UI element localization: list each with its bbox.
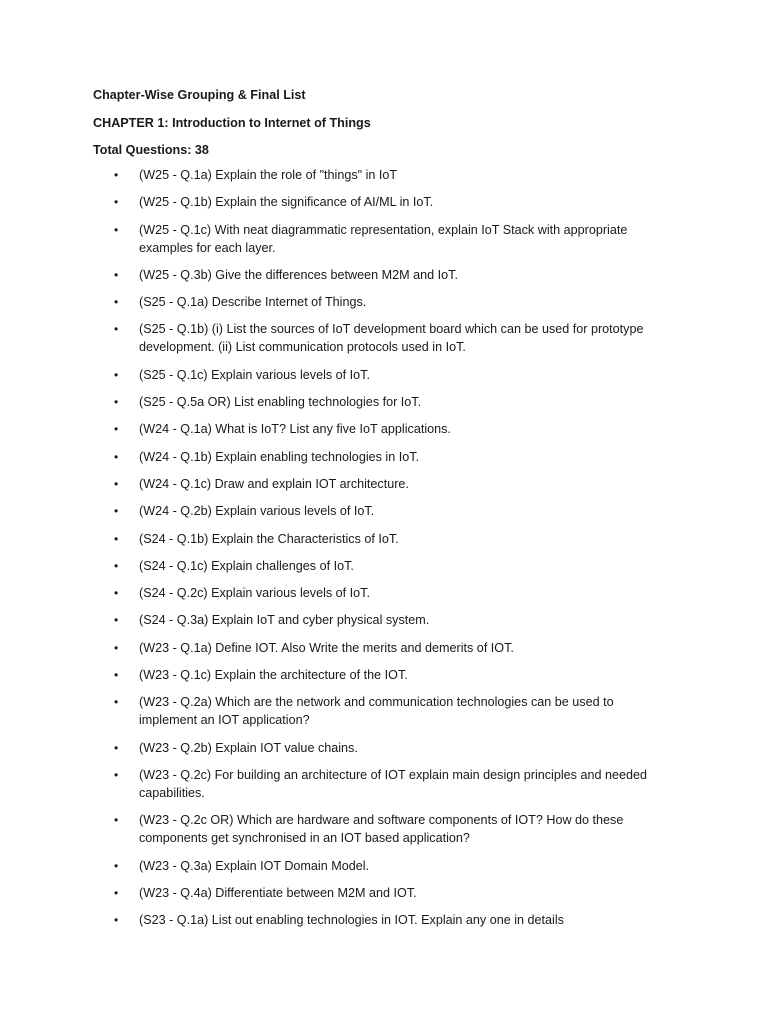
list-item bbox=[93, 766, 673, 802]
question-text: (W23 - Q.3a) Explain IOT Domain Model. bbox=[139, 858, 370, 873]
question-text: (S25 - Q.1a) Describe Internet of Things. bbox=[139, 295, 367, 310]
question-text: (S25 - Q.1b) (i) List the sources of IoT development board which can be used for prototype development. (ii) List communication protocols used in IoT. bbox=[139, 322, 644, 355]
bullet-icon: • bbox=[114, 695, 119, 710]
question-text: (W23 - Q.1c) Explain the architecture of the IOT. bbox=[139, 668, 408, 683]
question-text: (W25 - Q.3b) Give the differences between M2M and IoT. bbox=[139, 267, 458, 282]
bullet-icon: • bbox=[114, 168, 119, 182]
bullet-icon: • bbox=[114, 613, 119, 628]
list-item bbox=[93, 739, 673, 757]
list-item bbox=[93, 193, 673, 211]
total-questions: Total Questions: 38 bbox=[93, 143, 209, 157]
list-item bbox=[93, 530, 673, 548]
question-text: (S24 - Q.1b) Explain the Characteristics of IoT. bbox=[139, 531, 399, 546]
list-item bbox=[93, 366, 673, 384]
document-title: Chapter-Wise Grouping & Final List bbox=[93, 88, 306, 102]
question-text: (S24 - Q.2c) Explain various levels of IoT. bbox=[139, 586, 370, 601]
question-text: (S24 - Q.3a) Explain IoT and cyber physical system. bbox=[139, 613, 430, 628]
question-text: (W23 - Q.2c OR) Which are hardware and software components of IOT? How do these components get synchronised in an IOT based application? bbox=[139, 813, 624, 846]
question-text: (W23 - Q.2a) Which are the network and communication technologies can be used to implement an IOT application? bbox=[139, 695, 614, 728]
list-item bbox=[93, 584, 673, 602]
bullet-icon: • bbox=[114, 295, 119, 310]
bullet-icon: • bbox=[114, 586, 119, 601]
bullet-icon: • bbox=[114, 885, 119, 900]
question-text: (W23 - Q.2b) Explain IOT value chains. bbox=[139, 740, 358, 755]
list-item bbox=[93, 320, 673, 356]
list-item bbox=[93, 166, 673, 184]
question-text: (S23 - Q.1a) List out enabling technologies in IOT. Explain any one in details bbox=[139, 913, 564, 928]
question-text: (S25 - Q.1c) Explain various levels of IoT. bbox=[139, 367, 370, 382]
list-item bbox=[93, 557, 673, 575]
list-item bbox=[93, 857, 673, 875]
document-content bbox=[93, 86, 673, 938]
list-item bbox=[93, 420, 673, 438]
list-item bbox=[93, 611, 673, 629]
question-text: (W24 - Q.1c) Draw and explain IOT architecture. bbox=[139, 476, 409, 491]
question-text: (S24 - Q.1c) Explain challenges of IoT. bbox=[139, 558, 354, 573]
bullet-icon: • bbox=[114, 322, 119, 337]
question-text: (W24 - Q.1a) What is IoT? List any five IoT applications. bbox=[139, 422, 451, 437]
bullet-icon: • bbox=[114, 558, 119, 573]
question-text: (W24 - Q.2b) Explain various levels of IoT. bbox=[139, 504, 375, 519]
list-item bbox=[93, 448, 673, 466]
list-item bbox=[93, 221, 673, 257]
bullet-icon: • bbox=[114, 640, 119, 655]
question-list bbox=[93, 166, 673, 929]
list-item bbox=[93, 475, 673, 493]
question-text: (W23 - Q.4a) Differentiate between M2M and IOT. bbox=[139, 885, 417, 900]
bullet-icon: • bbox=[114, 767, 119, 782]
list-item bbox=[93, 884, 673, 902]
bullet-icon: • bbox=[114, 395, 119, 410]
list-item bbox=[93, 293, 673, 311]
bullet-icon: • bbox=[114, 913, 119, 928]
bullet-icon: • bbox=[114, 422, 119, 437]
bullet-icon: • bbox=[114, 222, 119, 237]
list-item bbox=[93, 639, 673, 657]
question-text: (S25 - Q.5a OR) List enabling technologies for IoT. bbox=[139, 395, 422, 410]
list-item bbox=[93, 666, 673, 684]
question-text: (W25 - Q.1b) Explain the significance of AI/ML in IoT. bbox=[139, 195, 434, 210]
bullet-icon: • bbox=[114, 813, 119, 828]
bullet-icon: • bbox=[114, 504, 119, 519]
list-item bbox=[93, 693, 673, 729]
question-text: (W25 - Q.1c) With neat diagrammatic representation, explain IoT Stack with appropriate examples for each layer. bbox=[139, 222, 628, 255]
list-item bbox=[93, 811, 673, 847]
question-text: (W23 - Q.1a) Define IOT. Also Write the merits and demerits of IOT. bbox=[139, 640, 514, 655]
list-item bbox=[93, 266, 673, 284]
bullet-icon: • bbox=[114, 267, 119, 282]
bullet-icon: • bbox=[114, 668, 119, 683]
chapter-heading: CHAPTER 1: Introduction to Internet of Things bbox=[93, 115, 371, 130]
question-text: (W25 - Q.1a) Explain the role of "things" in IoT bbox=[139, 168, 398, 182]
bullet-icon: • bbox=[114, 531, 119, 546]
list-item bbox=[93, 911, 673, 929]
bullet-icon: • bbox=[114, 449, 119, 464]
list-item bbox=[93, 393, 673, 411]
question-text: (W23 - Q.2c) For building an architecture of IOT explain main design principles and needed capabilities. bbox=[139, 767, 647, 800]
bullet-icon: • bbox=[114, 858, 119, 873]
bullet-icon: • bbox=[114, 740, 119, 755]
bullet-icon: • bbox=[114, 367, 119, 382]
list-item bbox=[93, 502, 673, 520]
question-text: (W24 - Q.1b) Explain enabling technologies in IoT. bbox=[139, 449, 420, 464]
bullet-icon: • bbox=[114, 195, 119, 210]
bullet-icon: • bbox=[114, 476, 119, 491]
